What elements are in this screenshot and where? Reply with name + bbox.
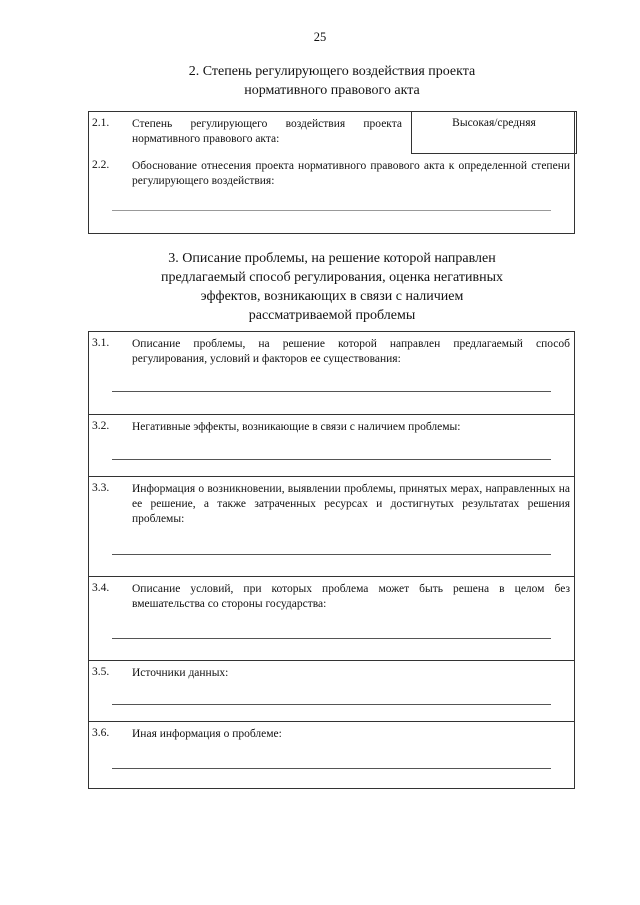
- page-number: 25: [313, 30, 327, 44]
- section-3-title-line: эффектов, возникающих в связи с наличием: [200, 289, 464, 304]
- item-number: 3.6.: [92, 727, 110, 739]
- item-text: Обоснование отнесения проекта нормативного правового акта к определенной степени регулирующего воздействия:: [132, 160, 570, 187]
- item-3-5: [88, 660, 575, 722]
- item-3-2: [88, 414, 575, 477]
- answer-line[interactable]: [112, 638, 551, 639]
- item-text: Негативные эффекты, возникающие в связи с наличием проблемы:: [132, 421, 461, 433]
- item-text: Источники данных:: [132, 667, 229, 679]
- item-text: Описание проблемы, на решение которой направлен предлагаемый способ регулирования, условий и факторов ее существования:: [132, 338, 570, 365]
- item-number: 3.1.: [92, 337, 110, 349]
- answer-line[interactable]: [112, 210, 551, 211]
- item-3-4: [88, 576, 575, 661]
- item-number: 3.2.: [92, 420, 110, 432]
- section-3-title-line: 3. Описание проблемы, на решение которой направлен: [168, 251, 496, 266]
- answer-line[interactable]: [112, 391, 551, 392]
- answer-line[interactable]: [112, 554, 551, 555]
- answer-line[interactable]: [112, 704, 551, 705]
- item-text: Информация о возникновении, выявлении проблемы, принятых мерах, направленных на ее решение, а также затраченных ресурсах и достигнутых результатах решения проблемы:: [132, 483, 570, 525]
- section-3-title: [88, 249, 576, 325]
- answer-line[interactable]: [112, 459, 551, 460]
- item-text: Описание условий, при которых проблема может быть решена в целом без вмешательства со стороны государства:: [132, 583, 570, 610]
- item-text: Степень регулирующего воздействия проекта нормативного правового акта:: [132, 118, 402, 145]
- item-number: 2.2.: [92, 159, 110, 171]
- section-3-title-line: предлагаемый способ регулирования, оценка негативных: [161, 270, 503, 285]
- item-text: Иная информация о проблеме:: [132, 728, 282, 740]
- item-3-1: [88, 331, 575, 415]
- item-number: 3.4.: [92, 582, 110, 594]
- item-number: 2.1.: [92, 117, 110, 129]
- item-3-3: [88, 476, 575, 577]
- item-number: 3.5.: [92, 666, 110, 678]
- section-3-title-line: рассматриваемой проблемы: [248, 308, 416, 323]
- item-number: 3.3.: [92, 482, 110, 494]
- regulatory-impact-value: Высокая/средняя: [411, 111, 577, 154]
- answer-line[interactable]: [112, 768, 551, 769]
- section-2-title-line: 2. Степень регулирующего воздействия проекта: [188, 64, 476, 79]
- item-3-6: [88, 721, 575, 789]
- section-2-title: [88, 62, 576, 100]
- section-2-title-line: нормативного правового акта: [244, 83, 420, 98]
- section-2-table: [88, 111, 575, 234]
